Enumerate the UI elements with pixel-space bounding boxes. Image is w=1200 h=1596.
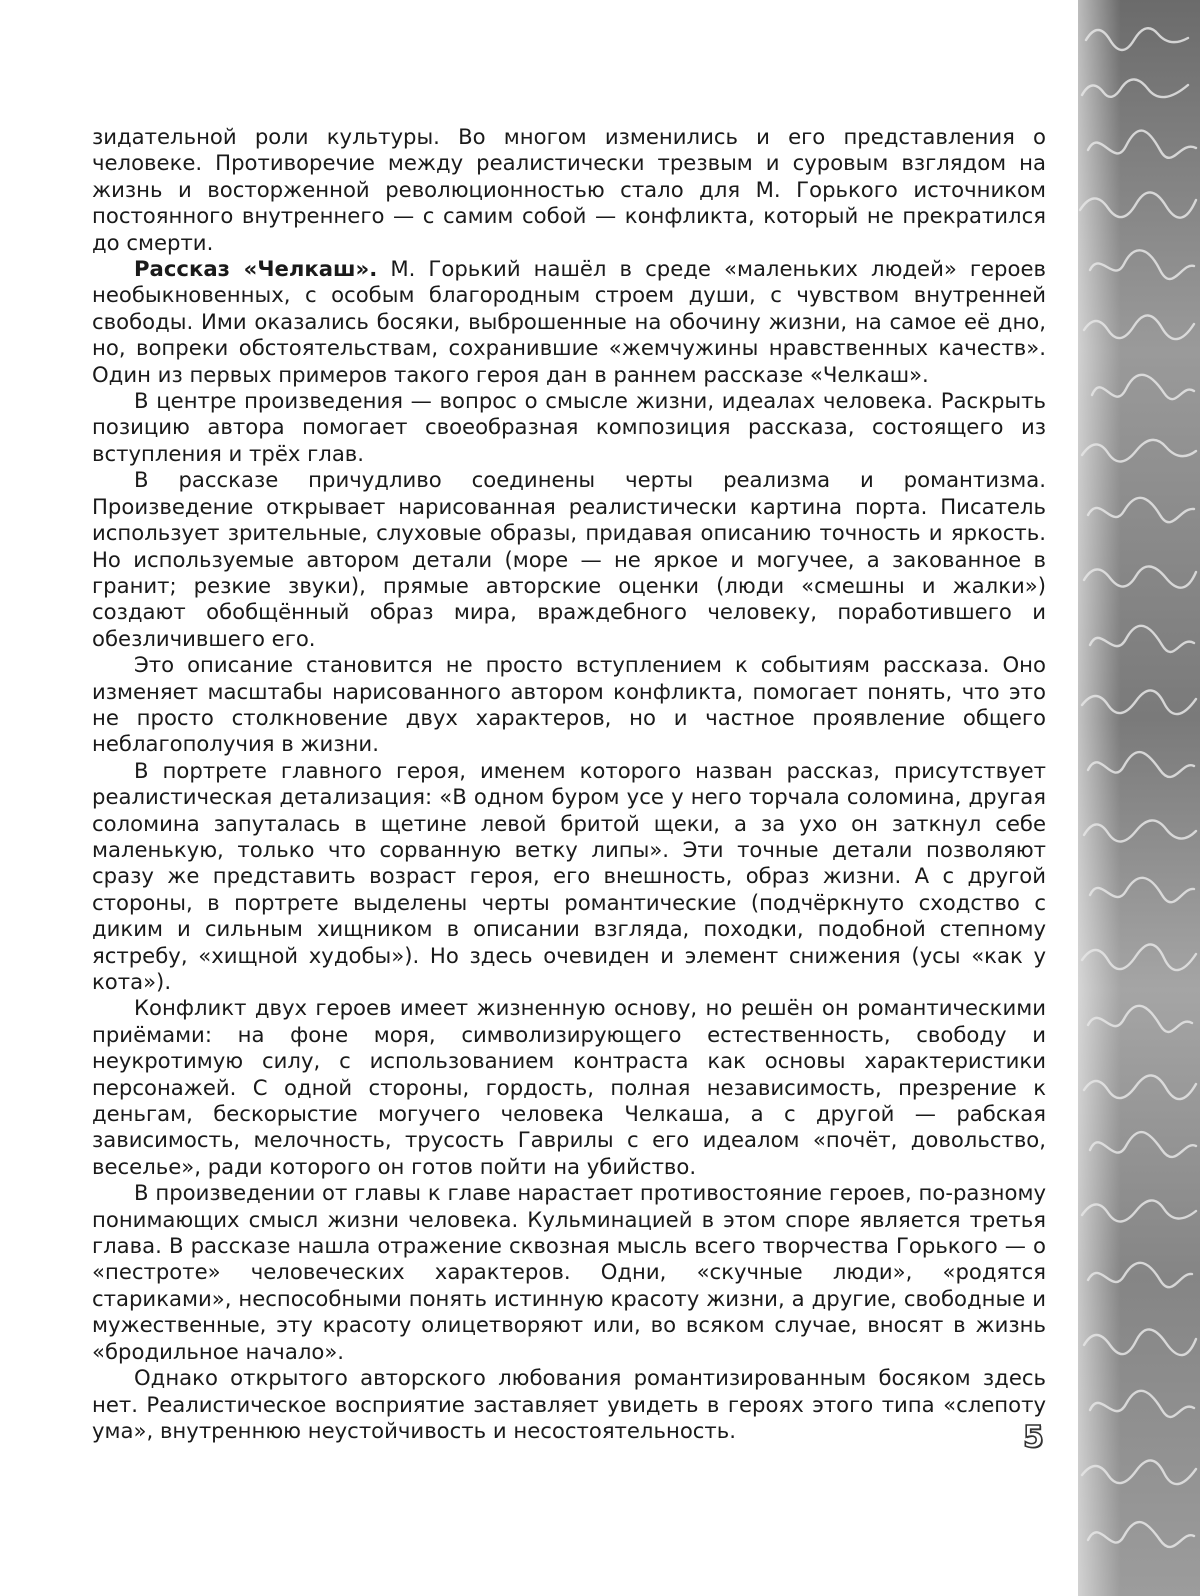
paragraph-6: В портрете главного героя, именем которого назван рассказ, присутствует реалистическая детализация: «В одном буром усе у него торчала соломина, другая соломина запуталась в щетине левой бритой щеки, а за ухо он заткнул себе маленькую, только что сорванную ветку липы». Эти точные детали позволяют сразу же представить возраст героя, его внешность, образ жизни. А с другой стороны, в портрете выделены черты романтические (подчёркнуто сходство с диким и сильным хищником в описании взгляда, походки, подобной степному ястребу, «хищной худобы»). Но здесь очевиден и элемент снижения (усы «как у кота»). bbox=[92, 757, 1046, 994]
paragraph-7: Конфликт двух героев имеет жизненную основу, но решён он романтическими приёмами: на фоне моря, символизирующего естественность, свободу и неукротимую силу, с использованием контраста как основы характеристики персонажей. С одной стороны, гордость, полная независимость, презрение к деньгам, бескорыстие могучего человека Челкаша, а с другой — рабская зависимость, мелочность, трусость Гаврилы с его идеалом «почёт, довольство, веселье», ради которого он готов пойти на убийство. bbox=[92, 995, 1046, 1179]
paragraph-9: Однако открытого авторского любования романтизированным босяком здесь нет. Реалистическое восприятие заставляет увидеть в героях этого типа «слепоту ума», внутреннюю неустойчивость и несостоятельность. bbox=[92, 1365, 1046, 1443]
page-body bbox=[92, 124, 1046, 1444]
handwriting-decoration-icon bbox=[1078, 0, 1200, 1596]
paragraph-5: Это описание становится не просто вступлением к событиям рассказа. Оно изменяет масштабы нарисованного автором конфликта, помогает понять, что это не просто столкновение двух характеров, но и частное проявление общего неблагополучия в жизни. bbox=[92, 652, 1046, 757]
paragraph-2: Рассказ «Челкаш». М. Горький нашёл в среде «маленьких людей» героев необыкновенных, с особым благородным строем души, с чувством внутренней свободы. Ими оказались босяки, выброшенные на обочину жизни, на самое её дно, но, вопреки обстоятельствам, сохранившие «жемчужины нравственных качеств». Один из первых примеров такого героя дан в раннем рассказе «Челкаш». bbox=[92, 256, 1046, 387]
paragraph-8: В произведении от главы к главе нарастает противостояние героев, по-разному понимающих смысл жизни человека. Кульминацией в этом споре является третья глава. В рассказе нашла отражение сквозная мысль всего творчества Горького — о «пестроте» человеческих характеров. Одни, «скучные люди», «родятся стариками», неспособными понять истинную красоту жизни, а другие, свободные и мужественные, эту красоту олицетворяют или, во всяком случае, вносят в жизнь «бродильное начало». bbox=[92, 1180, 1046, 1364]
page-number: 5 bbox=[1023, 1420, 1044, 1455]
section-heading: Рассказ «Челкаш». bbox=[134, 256, 378, 282]
paragraph-3: В центре произведения — вопрос о смысле жизни, идеалах человека. Раскрыть позицию автора помогает своеобразная композиция рассказа, состоящего из вступления и трёх глав. bbox=[92, 388, 1046, 466]
handwriting-scribble-icon bbox=[1078, 0, 1200, 1596]
paragraph-4: В рассказе причудливо соединены черты реализма и романтизма. Произведение открывает нарисованная реалистически картина порта. Писатель использует зрительные, слуховые образы, придавая описанию точность и яркость. Но используемые автором детали (море — не яркое и могучее, а закованное в гранит; резкие звуки), прямые авторские оценки (люди «смешны и жалки») создают обобщённый образ мира, враждебного человеку, поработившего и обезличившего его. bbox=[92, 467, 1046, 651]
paragraph-1: зидательной роли культуры. Во многом изменились и его представления о человеке. Противоречие между реалистически трезвым и суровым взглядом на жизнь и восторженной революционностью стало для М. Горького источником постоянного внутреннего — с самим собой — конфликта, который не прекратился до смерти. bbox=[92, 124, 1046, 255]
